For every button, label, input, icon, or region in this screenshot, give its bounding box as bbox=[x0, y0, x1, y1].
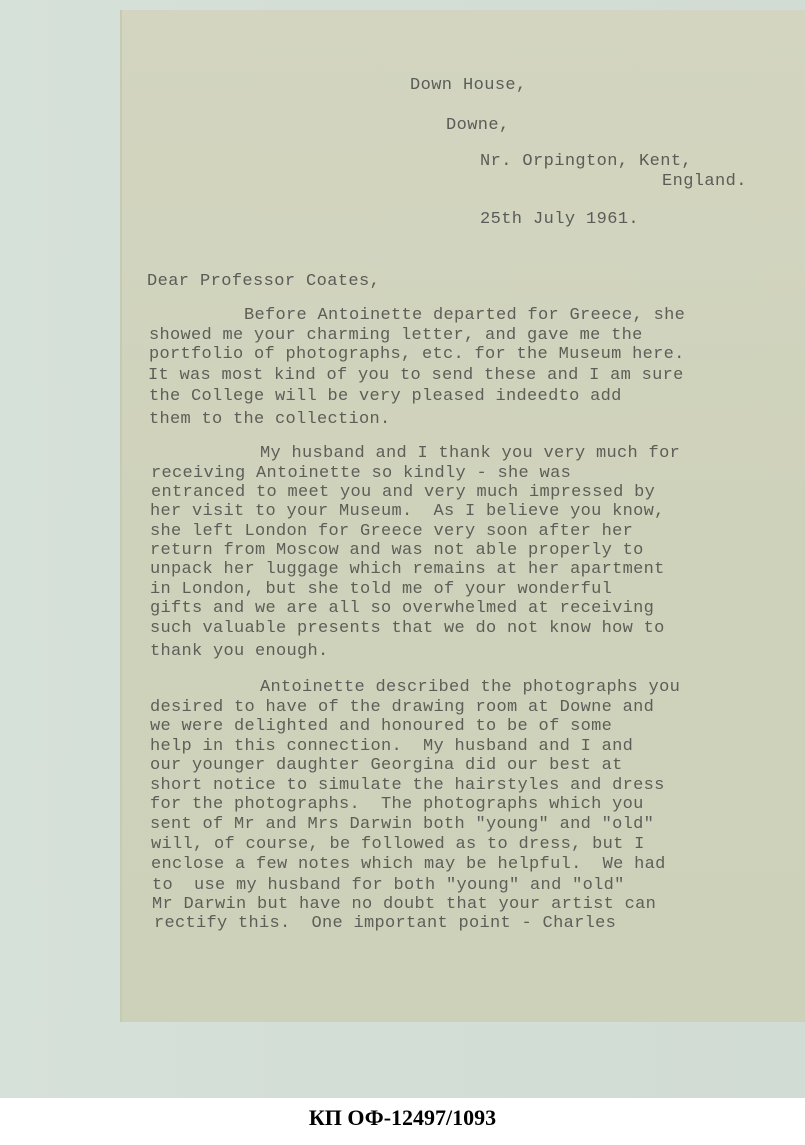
paragraph-3-line: for the photographs. The photographs which you bbox=[150, 795, 644, 814]
paragraph-3-line: Mr Darwin but have no doubt that your artist can bbox=[152, 895, 657, 914]
paragraph-2-line: her visit to your Museum. As I believe you know, bbox=[150, 502, 665, 521]
paragraph-2-line: she left London for Greece very soon after her bbox=[150, 522, 634, 541]
paragraph-1-line: It was most kind of you to send these and I am sure bbox=[148, 366, 684, 385]
paragraph-1-line: them to the collection. bbox=[149, 410, 391, 429]
inventory-number: КП ОФ-12497/1093 bbox=[308, 1105, 497, 1130]
paragraph-3-line: enclose a few notes which may be helpful. We had bbox=[151, 855, 666, 874]
paragraph-3-line: to use my husband for both "young" and "old" bbox=[152, 876, 625, 895]
paragraph-1-line: Before Antoinette departed for Greece, she bbox=[244, 306, 686, 325]
paragraph-2-line: entranced to meet you and very much impressed by bbox=[151, 483, 656, 502]
paragraph-3-line: desired to have of the drawing room at Downe and bbox=[150, 698, 655, 717]
paragraph-2-line: return from Moscow and was not able properly to bbox=[150, 541, 644, 560]
address-line-4: England. bbox=[662, 172, 747, 191]
paragraph-1-line: portfolio of photographs, etc. for the Museum here. bbox=[149, 345, 685, 364]
paragraph-3-line: Antoinette described the photographs you bbox=[260, 678, 681, 697]
paragraph-3-line: short notice to simulate the hairstyles and dress bbox=[150, 776, 665, 795]
address-line-2: Downe, bbox=[446, 116, 510, 135]
address-line-1: Down House, bbox=[410, 76, 527, 95]
paragraph-2-line: thank you enough. bbox=[150, 642, 329, 661]
paragraph-3-line: will, of course, be followed as to dress, but I bbox=[151, 835, 645, 854]
paragraph-2-line: in London, but she told me of your wonderful bbox=[150, 580, 613, 599]
paragraph-1-line: showed me your charming letter, and gave me the bbox=[149, 326, 643, 345]
paragraph-2-line: such valuable presents that we do not know how to bbox=[150, 619, 665, 638]
paragraph-2-line: gifts and we are all so overwhelmed at receiving bbox=[150, 599, 655, 618]
paragraph-3-line: we were delighted and honoured to be of some bbox=[150, 717, 613, 736]
paragraph-1-line: the College will be very pleased indeedto add bbox=[149, 387, 622, 406]
salutation: Dear Professor Coates, bbox=[147, 272, 381, 291]
paragraph-2-line: receiving Antoinette so kindly - she was bbox=[151, 464, 572, 483]
paragraph-3-line: rectify this. One important point - Charles bbox=[154, 914, 617, 933]
paragraph-3-line: our younger daughter Georgina did our best at bbox=[150, 756, 623, 775]
paragraph-2-line: My husband and I thank you very much for bbox=[260, 444, 681, 463]
letter-date: 25th July 1961. bbox=[480, 210, 640, 229]
address-line-3: Nr. Orpington, Kent, bbox=[480, 152, 693, 171]
paragraph-3-line: sent of Mr and Mrs Darwin both "young" and "old" bbox=[150, 815, 655, 834]
paragraph-3-line: help in this connection. My husband and I and bbox=[150, 737, 634, 756]
paragraph-2-line: unpack her luggage which remains at her apartment bbox=[150, 560, 665, 579]
